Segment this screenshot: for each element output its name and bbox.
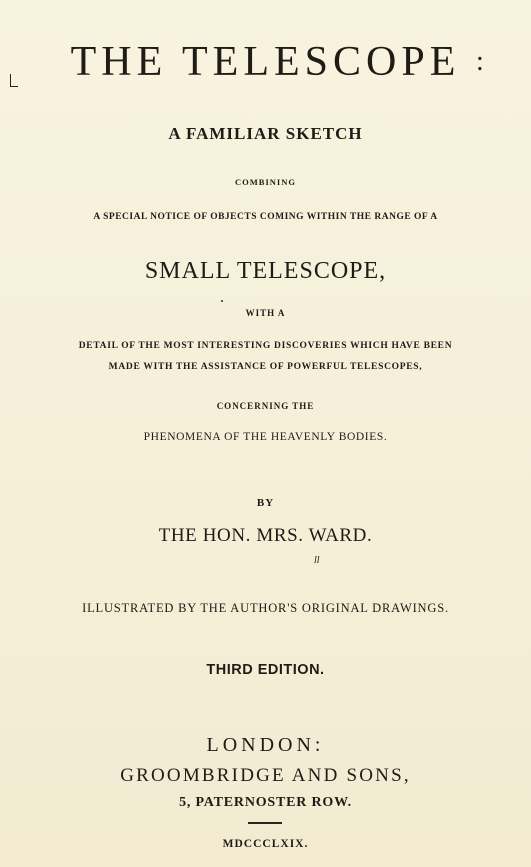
illustrated-text: ILLUSTRATED BY THE AUTHOR'S ORIGINAL DRAWINGS. [82, 601, 449, 615]
small-telescope-heading: SMALL TELESCOPE, [144, 258, 387, 284]
phenomena-text: PHENOMENA OF THE HEAVENLY BODIES. [143, 431, 388, 443]
title-colon: : [476, 46, 484, 77]
with-a-text: WITH A [245, 308, 286, 318]
special-notice-text: A SPECIAL NOTICE OF OBJECTS COMING WITHIN THE RANGE OF A [93, 212, 438, 222]
subtitle: A FAMILIAR SKETCH [168, 124, 363, 143]
short-rule [248, 822, 282, 824]
year-text: MDCCCLXIX. [222, 838, 309, 850]
concerning-text: CONCERNING THE [216, 401, 315, 411]
combining-text: COMBINING [235, 177, 296, 187]
pencil-mark: ll [314, 555, 320, 566]
city-text: LONDON: [206, 734, 325, 756]
detail-line-1: DETAIL OF THE MOST INTERESTING DISCOVERIES WHICH HAVE BEEN [78, 341, 453, 351]
author-name: THE HON. MRS. WARD. [158, 525, 373, 546]
by-text: BY [256, 497, 275, 509]
book-title: THE TELESCOPE [70, 39, 461, 85]
publisher-text: GROOMBRIDGE AND SONS, [120, 765, 411, 786]
detail-line-2: MADE WITH THE ASSISTANCE OF POWERFUL TELESCOPES, [108, 362, 423, 372]
edition-text: THIRD EDITION. [206, 662, 325, 678]
small-ink-dot [221, 300, 223, 302]
address-text: 5, PATERNOSTER ROW. [179, 795, 352, 810]
